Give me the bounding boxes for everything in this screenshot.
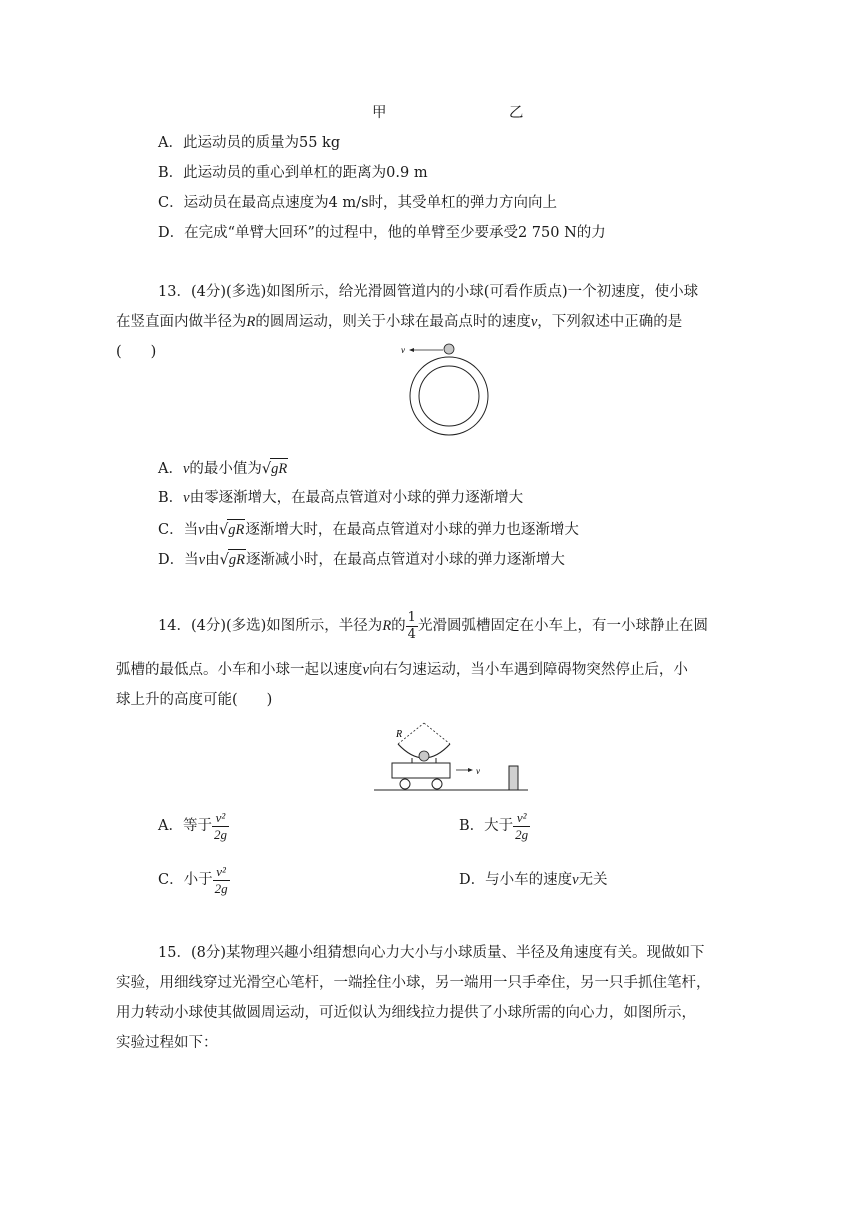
cart-wheel-left [400,779,410,789]
velocity-label: v [401,345,405,355]
cart-wheel-right [432,779,442,789]
q14-cart-figure [372,718,532,794]
tube-outer-wall [410,357,488,435]
q13-option-d: D．当v由√gR逐渐减小时，在最高点管道对小球的弹力逐渐增大 [158,549,565,570]
q12-option-a: A．此运动员的质量为55 kg [158,135,341,151]
q14-option-b: B．大于 $\frac{\text{v²}}{2g}$ [459,809,529,842]
q14-option-c: C．小于 $\frac{\text{v²}}{2g}$ [158,863,228,896]
cart-body [392,763,450,778]
radius-line-right [424,723,450,744]
q15-stem-line-3: 用力转动小球使其做圆周运动，可近似认为细线拉力提供了小球所需的向心力，如图所示， [116,1005,696,1021]
ball [419,751,429,761]
q14-stem-line-3: 球上升的高度可能( ) [116,692,273,708]
q15-stem-line-2: 实验，用细线穿过光滑空心笔杆，一端拴住小球，另一端用一只手牵住，另一只手抓住笔杆， [116,975,711,991]
q14-option-a: A．等于 $\frac{\text{v²}}{2g}$ [158,809,227,842]
ball [444,344,454,354]
velocity-label: v [476,766,480,776]
q13-circular-tube-figure [398,336,498,452]
radius-label: R [396,729,403,740]
q15-stem-line-1: 15．(8分)某物理兴趣小组猜想向心力大小与小球质量、半径及角速度有关。现做如下 [158,945,705,961]
q12-option-d: D．在完成“单臂大回环”的过程中，他的单臂至少要承受2 750 N的力 [158,225,606,241]
q13-option-a: A．v的最小值为√gR [158,458,288,479]
q13-stem-line-2: 在竖直面内做半径为R的圆周运动，则关于小球在最高点时的速度v，下列叙述中正确的是 [116,314,683,330]
q13-stem-line-1: 13．(4分)(多选)如图所示，给光滑圆管道内的小球(可看作质点)一个初速度，使小球 [158,284,699,300]
q14-stem-line-1: 14．(4分)(多选)如图所示，半径为R的 $\frac{1}{4}$ 光滑圆弧槽固定在小车上，有一小球静止在圆 [158,609,708,642]
q13-option-b: B．v由零逐渐增大，在最高点管道对小球的弹力逐渐增大 [158,490,524,506]
q12-option-b: B．此运动员的重心到单杠的距离为0.9 m [158,165,428,181]
tube-inner-wall [419,366,479,426]
q15-stem-line-4: 实验过程如下： [116,1035,218,1051]
q14-option-d: D．与小车的速度v无关 [459,872,608,888]
obstacle [509,766,518,790]
q13-answer-blank: ( ) [116,344,157,360]
q13-option-c: C．当v由√gR逐渐增大时，在最高点管道对小球的弹力也逐渐增大 [158,519,579,540]
q14-stem-line-2: 弧槽的最低点。小车和小球一起以速度v向右匀速运动，当小车遇到障碍物突然停止后，小 [116,662,688,678]
figure-label-jia: 甲 [372,105,387,121]
figure-label-yi: 乙 [509,105,524,121]
q12-option-c: C．运动员在最高点速度为4 m/s时，其受单杠的弹力方向向上 [158,195,558,211]
